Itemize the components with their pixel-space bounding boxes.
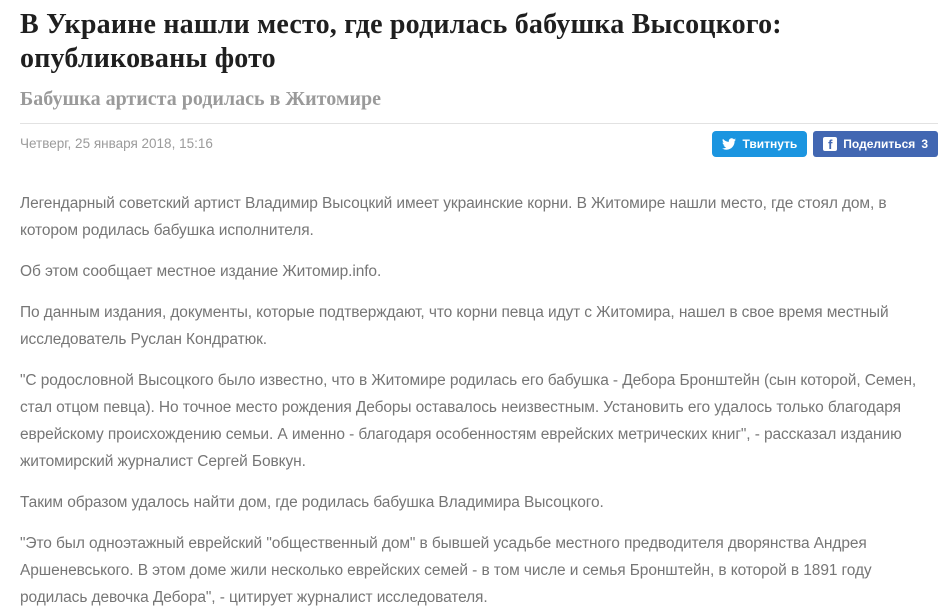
tweet-button-label: Твитнуть	[742, 137, 798, 151]
divider	[20, 123, 938, 124]
twitter-bird-icon	[722, 137, 736, 151]
facebook-share-label: Поделиться	[843, 137, 916, 151]
article-date: Четверг, 25 января 2018, 15:16	[20, 136, 213, 151]
article-body	[20, 190, 938, 611]
article-paragraph: Таким образом удалось найти дом, где родилась бабушка Владимира Высоцкого.	[20, 494, 604, 511]
article-paragraph: "С родословной Высоцкого было известно, что в Житомире родилась его бабушка - Дебора Бронштейн (сын которой, Семен, стал отцом певца). Но точное место рождения Деборы оставалось неизвестным. Установить его удалось только благодаря еврейскому происхождению семьи. А именно - благодаря особенностям еврейских метрических книг", - рассказал изданию житомирский журналист Сергей Бовкун.	[20, 372, 917, 470]
facebook-share-button[interactable]	[813, 131, 938, 157]
article-paragraph: Легендарный советский артист Владимир Высоцкий имеет украинские корни. В Житомире нашли место, где стоял дом, в котором родилась бабушка исполнителя.	[20, 195, 887, 239]
share-buttons	[712, 131, 938, 157]
tweet-button[interactable]	[712, 131, 807, 157]
page-subtitle: Бабушка артиста родилась в Житомире	[20, 88, 382, 110]
facebook-share-count: 3	[921, 137, 928, 151]
meta-row	[20, 131, 938, 159]
facebook-f-icon: f	[823, 137, 837, 151]
article-paragraph: "Это был одноэтажный еврейский "общественный дом" в бывшей усадьбе местного предводителя дворянства Андрея Аршеневського. В этом доме жили несколько еврейских семей - в том числе и семья Бронштейн, в которой в 1891 году родилась девочка Дебора", - цитирует журналист исследователя.	[20, 535, 872, 606]
page-title: В Украине нашли место, где родилась бабушка Высоцкого: опубликованы фото	[20, 9, 782, 74]
article-paragraph: Об этом сообщает местное издание Житомир.info.	[20, 263, 382, 280]
article-paragraph: По данным издания, документы, которые подтверждают, что корни певца идут с Житомира, нашел в свое время местный исследователь Руслан Кондратюк.	[20, 304, 889, 348]
